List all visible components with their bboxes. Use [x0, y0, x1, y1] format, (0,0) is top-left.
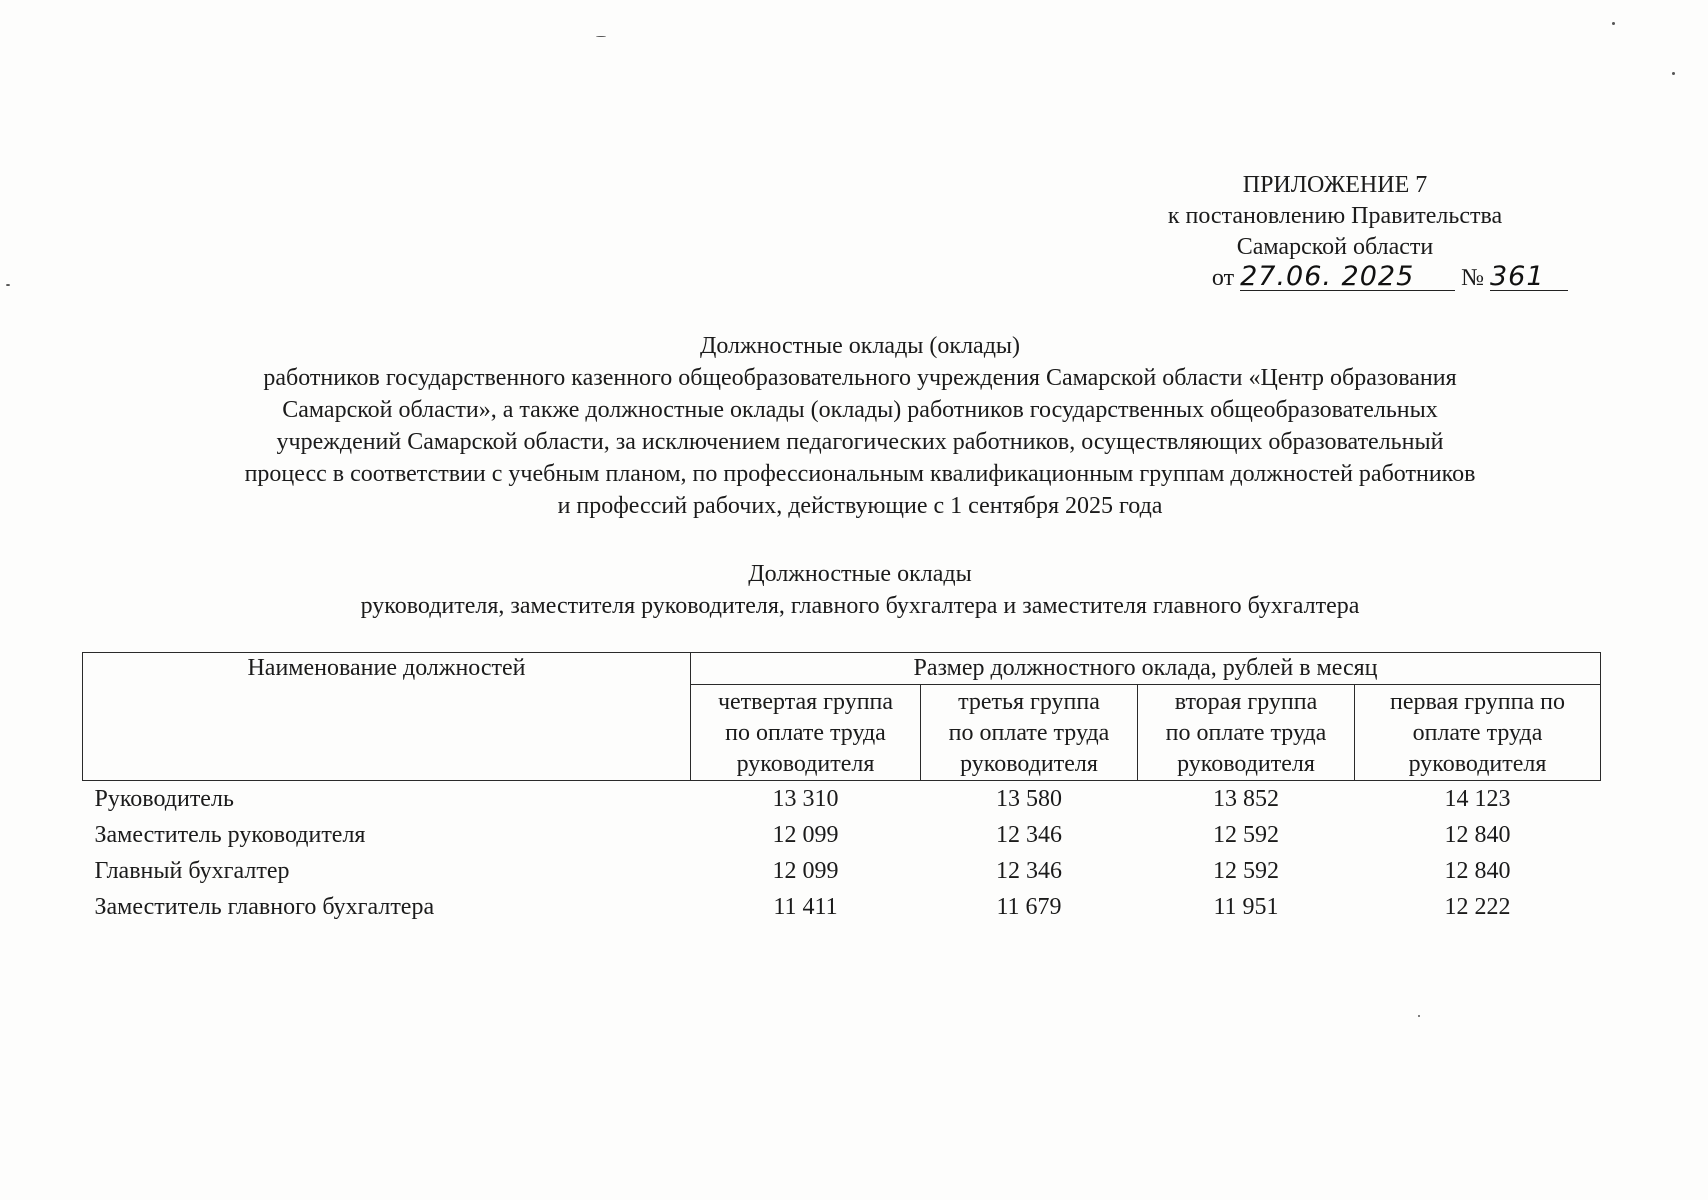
value-cell: 11 411	[773, 893, 838, 920]
value-cell: 13 580	[996, 785, 1062, 812]
header-text: руководителя	[960, 751, 1098, 777]
header-text: оплате труда	[1412, 720, 1543, 746]
title-line: процесс в соответствии с учебным планом, по профессиональным квалификационным группам должностей работников	[244, 461, 1476, 487]
table-caption	[110, 558, 1610, 622]
value-cell: 12 346	[996, 821, 1062, 848]
header-text: четвертая группа	[717, 689, 894, 715]
value-cell: 12 222	[1444, 893, 1511, 920]
header-text: вторая группа	[1174, 689, 1318, 715]
header-text: первая группа по	[1390, 689, 1565, 715]
value-cell: 13 852	[1213, 785, 1279, 812]
table-row	[83, 853, 1601, 889]
appendix-line-decree: к постановлению Правительства	[1167, 203, 1503, 229]
position-cell: Главный бухгалтер	[94, 857, 290, 884]
salary-table	[82, 652, 1601, 925]
appendix-dateline	[1100, 263, 1570, 294]
number-label: №	[1461, 265, 1484, 291]
appendix-title: ПРИЛОЖЕНИЕ 7	[1242, 172, 1428, 198]
appendix-block	[1100, 170, 1570, 294]
value-cell: 14 123	[1444, 785, 1511, 812]
value-cell: 12 099	[772, 821, 839, 848]
title-line: и профессий рабочих, действующие с 1 сентября 2025 года	[557, 493, 1163, 519]
value-cell: 11 679	[996, 893, 1062, 920]
value-cell: 12 592	[1213, 821, 1279, 848]
value-cell: 12 592	[1213, 857, 1279, 884]
header-text: по оплате труда	[948, 720, 1110, 746]
title-line: Должностные оклады (оклады)	[699, 333, 1021, 359]
appendix-line-region: Самарской области	[1236, 234, 1434, 260]
document-title	[110, 330, 1610, 522]
header-text: по оплате труда	[1165, 720, 1327, 746]
title-line: учреждений Самарской области, за исключением педагогических работников, осуществляющих образовательный	[276, 429, 1444, 455]
scan-speck	[1612, 22, 1615, 25]
header-group-3	[921, 685, 1138, 781]
title-line: Самарской области», а также должностные оклады (оклады) работников государственных общеобразовательных	[282, 397, 1438, 423]
header-position: Наименование должностей	[83, 653, 691, 781]
header-salary: Размер должностного оклада, рублей в месяц	[691, 653, 1601, 685]
header-text: руководителя	[1408, 751, 1547, 777]
header-text: руководителя	[736, 751, 875, 777]
value-cell: 12 840	[1444, 857, 1511, 884]
from-label: от	[1211, 265, 1235, 291]
header-text: руководителя	[1177, 751, 1315, 777]
value-cell: 12 840	[1444, 821, 1511, 848]
value-cell: 11 951	[1213, 893, 1279, 920]
header-text: третья группа	[958, 689, 1100, 715]
table-header-row	[83, 653, 1601, 685]
handwritten-date: 27.06. 2025	[1240, 264, 1455, 291]
handwritten-number: 361	[1490, 264, 1568, 291]
value-cell: 12 346	[996, 857, 1062, 884]
title-line: работников государственного казенного общеобразовательного учреждения Самарской области «Центр образования	[263, 365, 1457, 391]
caption-line: Должностные оклады	[748, 561, 972, 587]
table-row	[83, 781, 1601, 818]
value-cell: 12 099	[772, 857, 839, 884]
scan-speck	[1672, 72, 1675, 75]
header-group-1	[1355, 685, 1601, 781]
header-text: по оплате труда	[725, 720, 886, 746]
scan-speck	[6, 284, 10, 286]
table-row	[83, 889, 1601, 925]
position-cell: Заместитель главного бухгалтера	[94, 893, 435, 920]
header-group-4	[691, 685, 921, 781]
scan-speck	[596, 36, 606, 37]
position-cell: Руководитель	[94, 785, 234, 812]
position-cell: Заместитель руководителя	[94, 821, 366, 848]
value-cell: 13 310	[772, 785, 839, 812]
caption-line: руководителя, заместителя руководителя, главного бухгалтера и заместителя главного бухгалтера	[360, 593, 1360, 619]
header-group-2	[1138, 685, 1355, 781]
table-row	[83, 817, 1601, 853]
scan-speck	[1418, 1015, 1420, 1017]
